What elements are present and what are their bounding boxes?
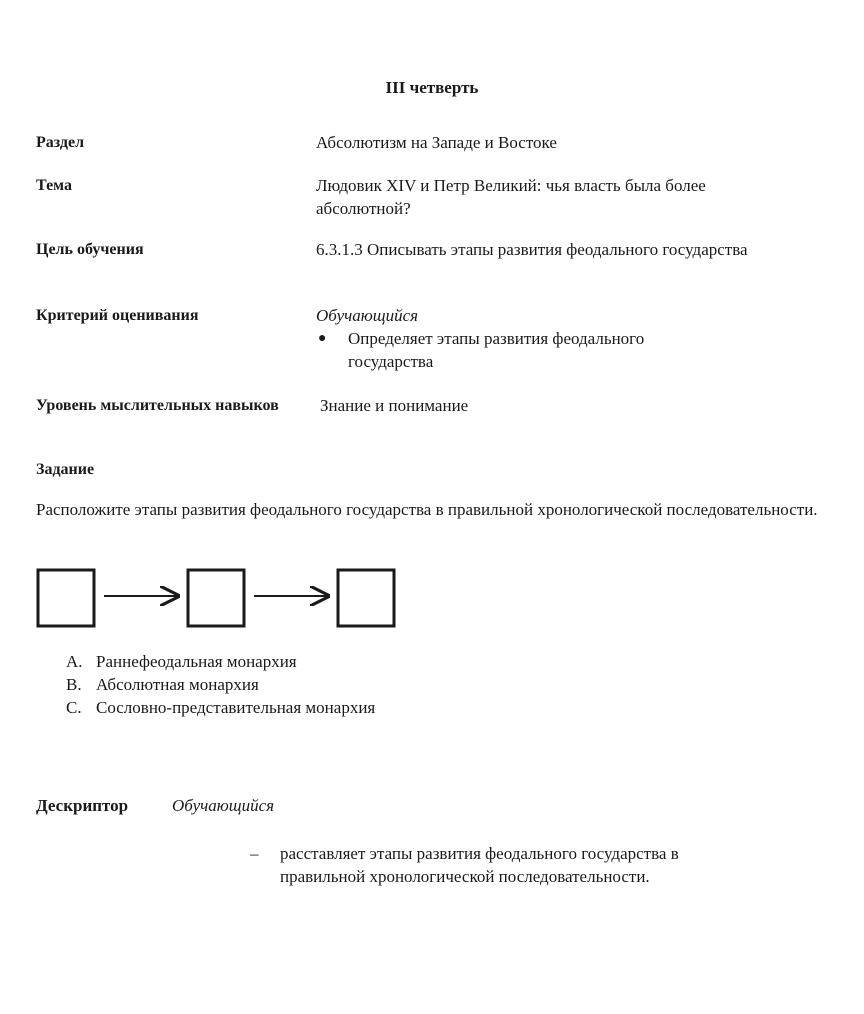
- level-label: Уровень мыслительных навыков: [36, 397, 279, 414]
- level-value: Знание и понимание: [320, 396, 469, 415]
- topic-label: Тема: [36, 177, 72, 194]
- task-label: Задание: [36, 461, 95, 478]
- answer-box-2[interactable]: [188, 570, 244, 626]
- option-text: Раннефеодальная монархия: [96, 652, 297, 671]
- descriptor-item: [250, 842, 770, 888]
- criterion-label: Критерий оценивания: [36, 307, 199, 324]
- page-title: III четверть: [385, 78, 479, 97]
- option-letter: C.: [66, 698, 82, 717]
- options-list: [66, 650, 375, 719]
- criterion-block: [316, 304, 821, 373]
- goal-value: 6.3.1.3 Описывать этапы развития феодального государства: [316, 240, 748, 259]
- answer-chain-diagram: [36, 566, 406, 632]
- section-value: Абсолютизм на Западе и Востоке: [316, 133, 557, 152]
- option-text: Абсолютная монархия: [96, 675, 259, 694]
- descriptor-item-text: расставляет этапы развития феодального государства в правильной хронологической последовательности.: [280, 844, 679, 886]
- criterion-learner: Обучающийся: [316, 306, 419, 325]
- option-item: [66, 696, 375, 719]
- bullet-icon: ●: [318, 331, 327, 346]
- task-text: Расположите этапы развития феодального государства в правильной хронологической последовательности.: [36, 500, 818, 519]
- dash-icon: –: [250, 844, 259, 863]
- section-label: Раздел: [36, 134, 85, 151]
- criterion-bullet-text: Определяет этапы развития феодального государства: [348, 329, 645, 371]
- option-letter: B.: [66, 675, 82, 694]
- answer-box-3[interactable]: [338, 570, 394, 626]
- topic-value: Людовик XIV и Петр Великий: чья власть была более абсолютной?: [316, 176, 706, 218]
- option-letter: A.: [66, 652, 83, 671]
- descriptor-learner: Обучающийся: [172, 796, 275, 815]
- descriptor-label: Дескриптор: [36, 796, 129, 815]
- option-item: [66, 673, 375, 696]
- option-text: Сословно-представительная монархия: [96, 698, 376, 717]
- answer-box-1[interactable]: [38, 570, 94, 626]
- goal-label: Цель обучения: [36, 241, 144, 258]
- criterion-bullet-item: [316, 327, 821, 373]
- option-item: [66, 650, 375, 673]
